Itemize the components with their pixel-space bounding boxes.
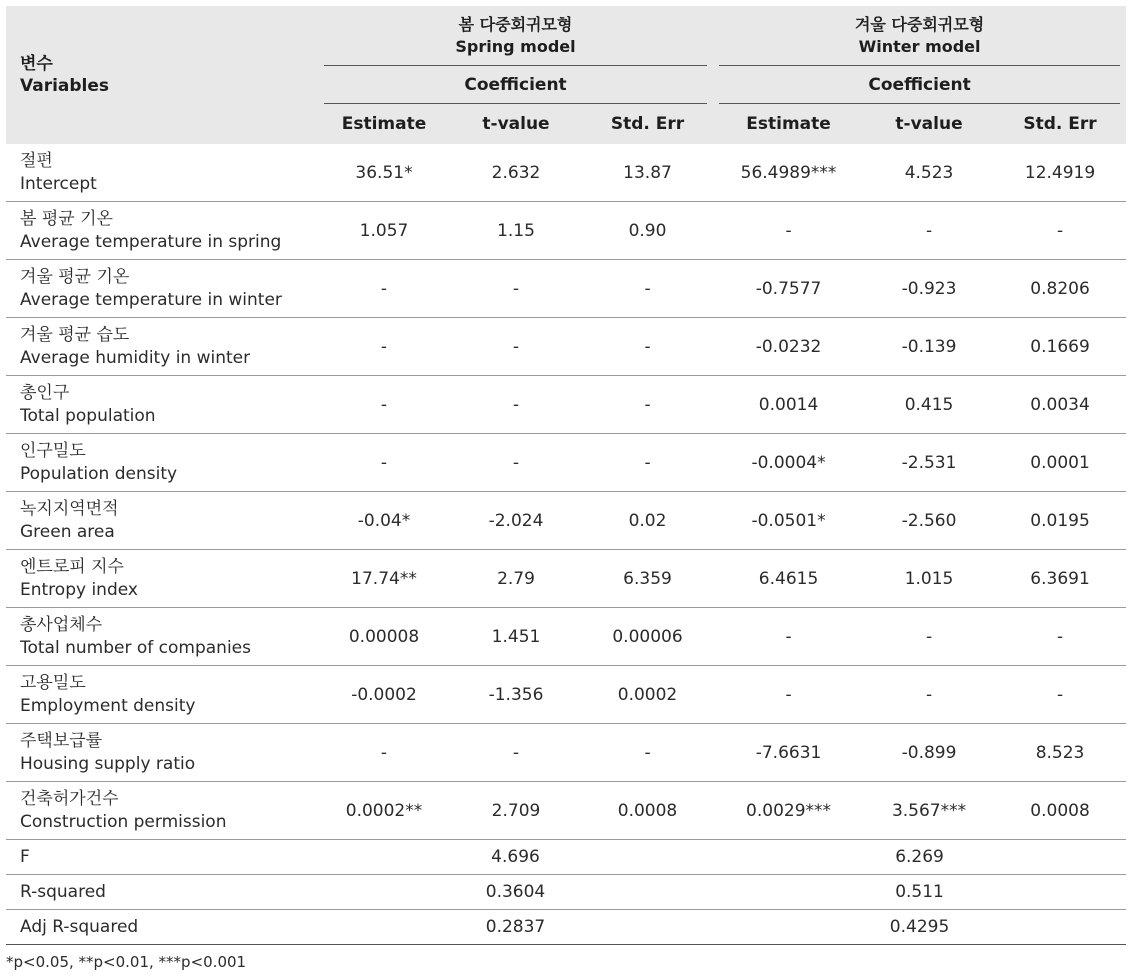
winter-estimate-cell: - [713,202,864,260]
spring-estimate-cell: - [318,318,450,376]
spring-stat-value: 4.696 [318,840,713,875]
variables-header-ko: 변수 [20,54,53,74]
spring-model-title-en: Spring model [455,37,576,56]
spring-t-value-header: t-value [450,104,582,144]
winter-t-value-cell: 0.415 [864,376,994,434]
variable-name-ko: 봄 평균 기온 [20,208,113,229]
spring-stat-value: 0.3604 [318,875,713,910]
winter-t-value-cell: - [864,666,994,724]
winter-t-value-cell: - [864,202,994,260]
spring-std-err-header: Std. Err [582,104,713,144]
spring-std-err-cell: 0.90 [582,202,713,260]
winter-std-err-cell: 12.4919 [994,144,1126,202]
variable-name-en: Average temperature in spring [20,231,282,252]
winter-model-header [713,6,1126,66]
spring-std-err-cell: - [582,318,713,376]
variable-cell [6,318,318,376]
spring-std-err-cell: 13.87 [582,144,713,202]
variable-cell [6,144,318,202]
spring-std-err-cell: 0.02 [582,492,713,550]
winter-estimate-cell: -0.0232 [713,318,864,376]
variable-name-en: Housing supply ratio [20,753,196,774]
variable-name-ko: 겨울 평균 습도 [20,324,130,345]
spring-t-value-cell: 2.709 [450,782,582,840]
spring-std-err-cell: 6.359 [582,550,713,608]
winter-estimate-cell: -0.0501* [713,492,864,550]
spring-estimate-cell: 1.057 [318,202,450,260]
table-row [6,202,1126,260]
stat-row [6,840,1126,875]
variable-name-ko: 인구밀도 [20,440,86,461]
winter-std-err-header: Std. Err [994,104,1126,144]
winter-stat-value: 0.511 [713,875,1126,910]
table-body [6,144,1126,945]
variable-name-ko: 절편 [20,150,53,171]
spring-estimate-cell: 0.0002** [318,782,450,840]
winter-t-value-cell: -2.531 [864,434,994,492]
spring-estimate-cell: 17.74** [318,550,450,608]
spring-std-err-cell: - [582,724,713,782]
spring-t-value-cell: 2.632 [450,144,582,202]
winter-std-err-cell: 0.0195 [994,492,1126,550]
regression-table [6,6,1126,945]
spring-t-value-cell: 1.15 [450,202,582,260]
variable-cell [6,724,318,782]
spring-estimate-cell: - [318,376,450,434]
variable-cell [6,434,318,492]
table-row [6,608,1126,666]
variable-cell [6,492,318,550]
winter-std-err-cell: 8.523 [994,724,1126,782]
table-row [6,550,1126,608]
variable-name-en: Employment density [20,695,196,716]
table-row [6,260,1126,318]
winter-std-err-cell: 0.0008 [994,782,1126,840]
table-row [6,318,1126,376]
winter-t-value-cell: -0.923 [864,260,994,318]
spring-t-value-cell: -1.356 [450,666,582,724]
variable-cell [6,376,318,434]
winter-t-value-cell: - [864,608,994,666]
winter-stat-value: 6.269 [713,840,1126,875]
table-row [6,434,1126,492]
stat-label: R-squared [6,875,318,910]
spring-t-value-cell: - [450,318,582,376]
table-row [6,782,1126,840]
variable-cell [6,550,318,608]
winter-std-err-cell: 0.8206 [994,260,1126,318]
spring-std-err-cell: - [582,434,713,492]
spring-estimate-cell: -0.04* [318,492,450,550]
variable-name-ko: 겨울 평균 기온 [20,266,130,287]
winter-estimate-cell: 6.4615 [713,550,864,608]
winter-estimate-cell: -0.0004* [713,434,864,492]
spring-t-value-cell: -2.024 [450,492,582,550]
spring-std-err-cell: 0.0008 [582,782,713,840]
spring-t-value-cell: - [450,434,582,492]
stat-row [6,875,1126,910]
winter-coefficient-header: Coefficient [713,66,1126,104]
table-row [6,492,1126,550]
winter-std-err-cell: 0.0034 [994,376,1126,434]
spring-std-err-cell: 0.00006 [582,608,713,666]
variable-name-ko: 엔트로피 지수 [20,556,124,577]
winter-std-err-cell: 0.0001 [994,434,1126,492]
winter-std-err-cell: 0.1669 [994,318,1126,376]
spring-t-value-cell: - [450,376,582,434]
variable-cell [6,782,318,840]
winter-estimate-cell: -0.7577 [713,260,864,318]
variable-name-ko: 총인구 [20,382,70,403]
winter-estimate-cell: -7.6631 [713,724,864,782]
spring-t-value-cell: - [450,724,582,782]
spring-estimate-cell: 0.00008 [318,608,450,666]
spring-std-err-cell: - [582,260,713,318]
winter-estimate-cell: 0.0029*** [713,782,864,840]
spring-std-err-cell: - [582,376,713,434]
winter-std-err-cell: - [994,608,1126,666]
spring-model-title-ko: 봄 다중회귀모형 [458,15,573,34]
variable-name-ko: 건축허가건수 [20,788,119,809]
winter-t-value-cell: -2.560 [864,492,994,550]
spring-estimate-header: Estimate [318,104,450,144]
table-row [6,144,1126,202]
winter-t-value-header: t-value [864,104,994,144]
spring-coefficient-header: Coefficient [318,66,713,104]
variable-name-en: Construction permission [20,811,227,832]
spring-std-err-cell: 0.0002 [582,666,713,724]
spring-estimate-cell: - [318,260,450,318]
variable-name-en: Green area [20,521,115,542]
variables-header-en: Variables [20,76,110,96]
variable-name-ko: 총사업체수 [20,614,103,635]
spring-stat-value: 0.2837 [318,910,713,945]
winter-std-err-cell: - [994,666,1126,724]
stat-label: Adj R-squared [6,910,318,945]
spring-t-value-cell: - [450,260,582,318]
spring-t-value-cell: 2.79 [450,550,582,608]
spring-estimate-cell: -0.0002 [318,666,450,724]
variable-name-en: Population density [20,463,178,484]
winter-estimate-header: Estimate [713,104,864,144]
winter-t-value-cell: 1.015 [864,550,994,608]
variable-name-en: Entropy index [20,579,138,600]
variable-name-en: Total population [20,405,156,426]
stat-label: F [6,840,318,875]
winter-std-err-cell: 6.3691 [994,550,1126,608]
significance-footnote: *p<0.05, **p<0.01, ***p<0.001 [6,953,247,971]
regression-table-container [6,6,1126,945]
winter-stat-value: 0.4295 [713,910,1126,945]
spring-model-header [318,6,713,66]
winter-estimate-cell: - [713,666,864,724]
variable-cell [6,666,318,724]
spring-estimate-cell: - [318,434,450,492]
variable-cell [6,608,318,666]
variable-name-en: Intercept [20,173,97,194]
variables-header [6,6,318,144]
winter-estimate-cell: 0.0014 [713,376,864,434]
variable-name-en: Average temperature in winter [20,289,282,310]
variable-name-ko: 녹지지역면적 [20,498,119,519]
stat-row [6,910,1126,945]
spring-t-value-cell: 1.451 [450,608,582,666]
winter-model-title-ko: 겨울 다중회귀모형 [854,15,985,34]
spring-estimate-cell: 36.51* [318,144,450,202]
winter-t-value-cell: -0.899 [864,724,994,782]
variable-cell [6,202,318,260]
winter-estimate-cell: - [713,608,864,666]
variable-name-ko: 주택보급률 [20,730,103,751]
variable-name-en: Total number of companies [20,637,251,658]
winter-t-value-cell: -0.139 [864,318,994,376]
table-header [6,6,1126,144]
winter-t-value-cell: 3.567*** [864,782,994,840]
spring-estimate-cell: - [318,724,450,782]
table-row [6,376,1126,434]
variable-cell [6,260,318,318]
winter-model-title-en: Winter model [858,37,981,56]
winter-estimate-cell: 56.4989*** [713,144,864,202]
winter-std-err-cell: - [994,202,1126,260]
winter-t-value-cell: 4.523 [864,144,994,202]
table-row [6,666,1126,724]
variable-name-ko: 고용밀도 [20,672,86,693]
table-row [6,724,1126,782]
variable-name-en: Average humidity in winter [20,347,251,368]
